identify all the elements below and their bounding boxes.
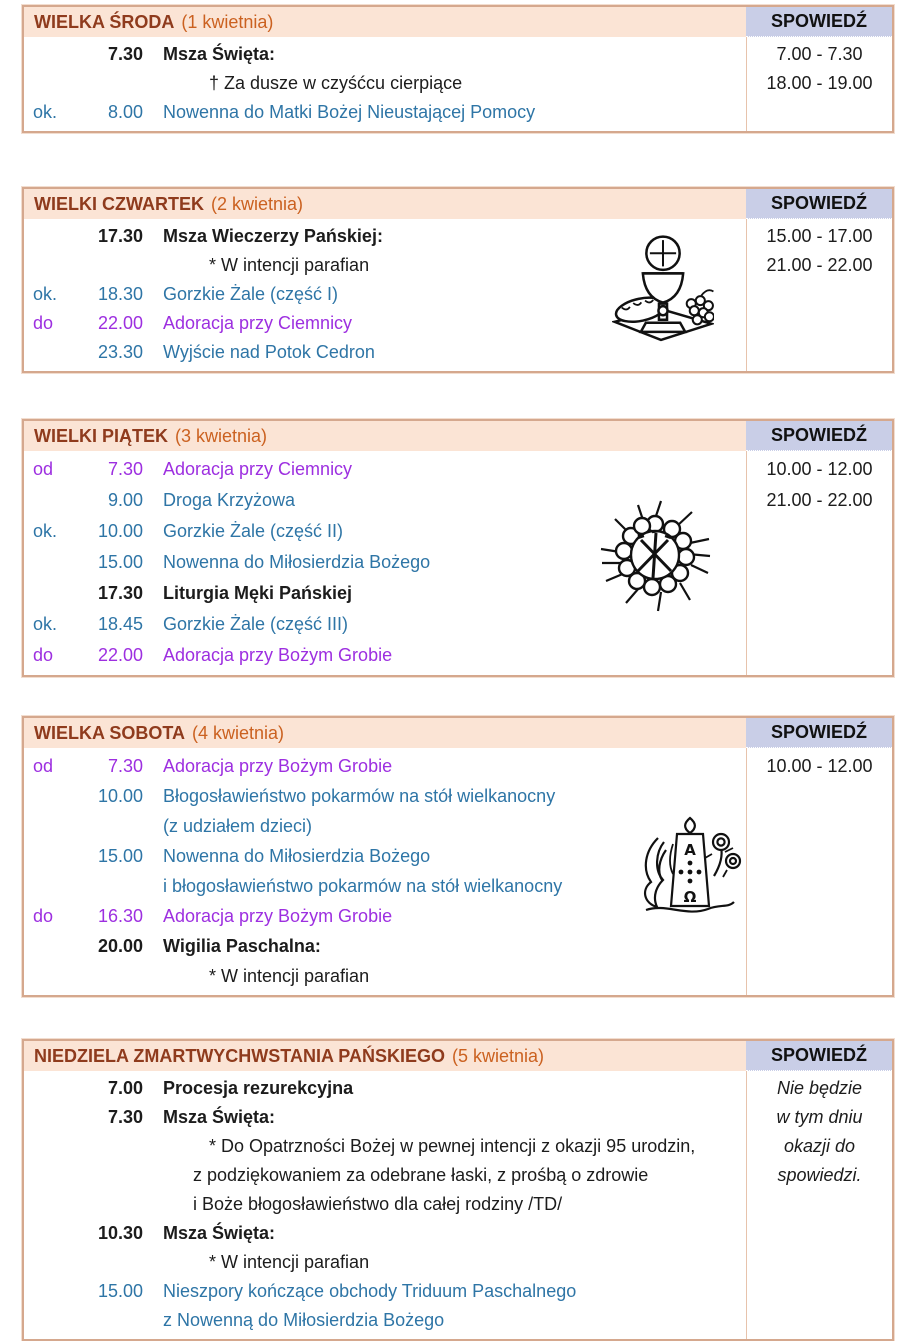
day-header [24, 7, 746, 37]
time-prefix: od [33, 459, 54, 479]
day-table-niedziela-zmartwychwstania [22, 1039, 894, 1341]
event-row [24, 1161, 746, 1190]
event-text: Adoracja przy Ciemnicy [163, 459, 353, 479]
event-time [65, 1132, 143, 1161]
time-prefix: ok. [33, 614, 58, 634]
day-header [24, 189, 746, 219]
day-title: NIEDZIELA ZMARTWYCHWSTANIA PAŃSKIEGO [34, 1045, 445, 1066]
time-prefix [24, 931, 65, 961]
confession-times-column [746, 1071, 892, 1339]
event-row [24, 1074, 746, 1103]
event-row [24, 640, 746, 671]
event-row [24, 1132, 746, 1161]
event-text: Adoracja przy Ciemnicy [163, 313, 353, 333]
event-text: Adoracja przy Bożym Grobie [163, 756, 393, 776]
time-prefix [24, 1132, 65, 1161]
day-date: (5 kwietnia) [451, 1045, 545, 1066]
event-time [65, 69, 143, 98]
event-text: z Nowenną do Miłosierdzia Bożego [163, 1310, 445, 1330]
event-time: 23.30 [97, 342, 143, 362]
day-title: WIELKA SOBOTA [34, 722, 185, 743]
event-row [24, 40, 746, 69]
day-date: (2 kwietnia) [210, 193, 304, 214]
day-title: WIELKI CZWARTEK [34, 193, 204, 214]
event-time: 15.00 [97, 846, 143, 866]
event-text: Procesja rezurekcyjna [163, 1078, 354, 1098]
event-text: Msza Wieczerzy Pańskiej: [163, 226, 383, 246]
event-text: * W intencji parafian [209, 966, 370, 986]
confession-time: 18.00 - 19.00 [766, 73, 873, 93]
confession-times-column [746, 451, 892, 675]
confession-times-column [746, 219, 892, 371]
event-text: Gorzkie Żale (część I) [163, 284, 339, 304]
event-text: † Za dusze w czyśćcu cierpiące [209, 73, 463, 93]
table-header [24, 421, 892, 451]
table-header [24, 7, 892, 37]
event-text: Nowenna do Miłosierdzia Bożego [163, 846, 431, 866]
event-text: Nieszpory kończące obchody Triduum Paschalnego [163, 1281, 577, 1301]
time-prefix [24, 1103, 65, 1132]
event-time: 8.00 [107, 102, 143, 122]
confession-header: SPOWIEDŹ [746, 1041, 892, 1071]
event-time: 22.00 [97, 645, 143, 665]
event-time [65, 251, 143, 280]
day-header [24, 421, 746, 451]
event-time [65, 961, 143, 991]
day-header [24, 718, 746, 748]
confession-time: 10.00 - 12.00 [766, 756, 873, 776]
confession-note-line: spowiedzi. [777, 1165, 862, 1185]
event-time: 10.00 [97, 521, 143, 541]
svg-text:A: A [684, 841, 696, 859]
event-row [24, 1277, 746, 1306]
event-time: 10.30 [97, 1223, 143, 1243]
event-row [24, 1219, 746, 1248]
event-time: 16.30 [97, 906, 143, 926]
event-time [65, 1190, 143, 1219]
event-time: 20.00 [97, 936, 143, 956]
time-prefix: do [33, 313, 54, 333]
event-row [24, 609, 746, 640]
time-prefix [24, 222, 65, 251]
event-text: Droga Krzyżowa [163, 490, 296, 510]
event-text: Msza Święta: [163, 44, 276, 64]
event-text: Wyjście nad Potok Cedron [163, 342, 375, 362]
day-title: WIELKA ŚRODA [34, 11, 175, 32]
confession-time: 21.00 - 22.00 [766, 490, 873, 510]
event-row [24, 1103, 746, 1132]
confession-times-column [746, 748, 892, 995]
time-prefix [24, 1190, 65, 1219]
time-prefix [24, 40, 65, 69]
confession-header: SPOWIEDŹ [746, 189, 892, 219]
day-date: (4 kwietnia) [192, 722, 285, 743]
event-text: Liturgia Męki Pańskiej [163, 583, 353, 603]
confession-time: 21.00 - 22.00 [766, 255, 873, 275]
svg-text:Ω: Ω [683, 888, 697, 906]
confession-time: 15.00 - 17.00 [766, 226, 873, 246]
event-text: Msza Święta: [163, 1107, 276, 1127]
event-time: 18.30 [97, 284, 143, 304]
time-prefix: ok. [33, 521, 58, 541]
confession-time: 10.00 - 12.00 [766, 459, 873, 479]
event-text: Adoracja przy Bożym Grobie [163, 906, 393, 926]
event-text: * W intencji parafian [209, 255, 370, 275]
event-time: 7.30 [107, 756, 143, 776]
time-prefix: do [33, 906, 54, 926]
time-prefix [24, 338, 65, 367]
time-prefix [24, 1277, 65, 1306]
events-list [24, 37, 746, 131]
event-time [65, 811, 143, 841]
event-time: 9.00 [107, 490, 143, 510]
time-prefix: do [33, 645, 54, 665]
day-date: (3 kwietnia) [175, 425, 268, 446]
event-time: 15.00 [97, 1281, 143, 1301]
day-table-wielka-sroda [22, 5, 894, 133]
time-prefix [24, 1306, 65, 1335]
time-prefix [24, 1074, 65, 1103]
chalice-icon [612, 229, 714, 345]
confession-header: SPOWIEDŹ [746, 421, 892, 451]
event-time: 17.30 [97, 583, 143, 603]
event-time: 18.45 [97, 614, 143, 634]
event-time: 10.00 [97, 786, 143, 806]
event-time [65, 1248, 143, 1277]
event-text: i Boże błogosławieństwo dla całej rodziny /TD/ [193, 1194, 563, 1214]
time-prefix [24, 841, 65, 871]
event-time: 7.30 [107, 459, 143, 479]
time-prefix [24, 781, 65, 811]
event-row [24, 454, 746, 485]
event-time: 7.30 [107, 44, 143, 64]
confession-note-line: okazji do [783, 1136, 856, 1156]
time-prefix: od [33, 756, 54, 776]
event-row [24, 961, 746, 991]
confession-note-line: Nie będzie [776, 1078, 863, 1098]
day-title: WIELKI PIĄTEK [34, 425, 168, 446]
event-text: Msza Święta: [163, 1223, 276, 1243]
time-prefix [24, 1248, 65, 1277]
day-table-wielki-czwartek [22, 187, 894, 373]
event-text: Gorzkie Żale (część II) [163, 521, 344, 541]
time-prefix [24, 578, 65, 609]
time-prefix [24, 811, 65, 841]
event-text: Nowenna do Matki Bożej Nieustającej Pomocy [163, 102, 536, 122]
crown-of-thorns-icon [598, 499, 712, 613]
time-prefix [24, 547, 65, 578]
confession-time: 7.00 - 7.30 [776, 44, 863, 64]
time-prefix [24, 69, 65, 98]
event-row [24, 69, 746, 98]
day-header [24, 1041, 746, 1071]
table-header [24, 718, 892, 748]
event-text: Błogosławieństwo pokarmów na stół wielkanocny [163, 786, 556, 806]
table-header [24, 189, 892, 219]
event-text: i błogosławieństwo pokarmów na stół wielkanocny [163, 876, 563, 896]
time-prefix [24, 251, 65, 280]
time-prefix [24, 485, 65, 516]
event-text: * W intencji parafian [209, 1252, 370, 1272]
event-row [24, 1190, 746, 1219]
event-time [65, 1161, 143, 1190]
time-prefix: ok. [33, 102, 58, 122]
event-row [24, 98, 746, 127]
event-text: Gorzkie Żale (część III) [163, 614, 349, 634]
day-table-wielka-sobota [22, 716, 894, 997]
confession-header: SPOWIEDŹ [746, 7, 892, 37]
confession-header: SPOWIEDŹ [746, 718, 892, 748]
event-row [24, 1248, 746, 1277]
event-text: z podziękowaniem za odebrane łaski, z prośbą o zdrowie [193, 1165, 649, 1185]
events-list [24, 1071, 746, 1339]
event-row [24, 931, 746, 961]
event-time [65, 871, 143, 901]
event-row [24, 1306, 746, 1335]
event-time: 7.30 [107, 1107, 143, 1127]
time-prefix: ok. [33, 284, 58, 304]
day-table-wielki-piatek [22, 419, 894, 677]
event-time: 15.00 [97, 552, 143, 572]
confession-note-line: w tym dniu [776, 1107, 863, 1127]
event-time: 17.30 [97, 226, 143, 246]
table-header [24, 1041, 892, 1071]
event-time: 7.00 [107, 1078, 143, 1098]
event-text: (z udziałem dzieci) [163, 816, 313, 836]
event-row [24, 751, 746, 781]
day-date: (1 kwietnia) [181, 11, 274, 32]
event-text: Adoracja przy Bożym Grobie [163, 645, 393, 665]
event-row [24, 781, 746, 811]
paschal-candle-icon [628, 814, 742, 920]
time-prefix [24, 1161, 65, 1190]
event-text: * Do Opatrzności Bożej w pewnej intencji z okazji 95 urodzin, [209, 1136, 696, 1156]
event-time: 22.00 [97, 313, 143, 333]
time-prefix [24, 961, 65, 991]
confession-times-column [746, 37, 892, 131]
time-prefix [24, 1219, 65, 1248]
event-time [65, 1306, 143, 1335]
event-text: Nowenna do Miłosierdzia Bożego [163, 552, 431, 572]
time-prefix [24, 871, 65, 901]
event-text: Wigilia Paschalna: [163, 936, 321, 956]
